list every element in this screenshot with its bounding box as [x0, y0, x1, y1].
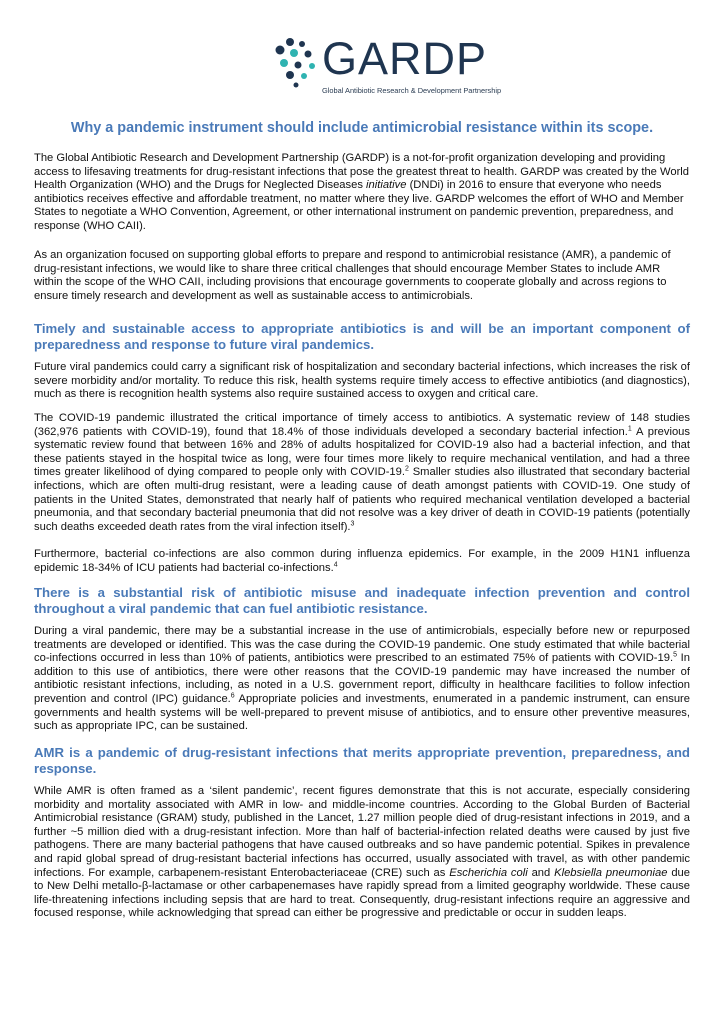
gardp-logo — [270, 33, 502, 104]
section-3-heading: AMR is a pandemic of drug-resistant infections that merits appropriate prevention, preparedness, and response. — [34, 745, 690, 777]
section-2-heading: There is a substantial risk of antibiotic misuse and inadequate infection prevention and control throughout a viral pandemic that can fuel antibiotic resistance. — [34, 585, 690, 617]
page-title: Why a pandemic instrument should include antimicrobial resistance within its scope. — [70, 120, 654, 136]
section-2-paragraph-1: During a viral pandemic, there may be a substantial increase in the use of antimicrobials, especially before new or repurposed treatments are developed or identified. This was the case during the COVID-19 pandemic. One study estimated that while bacterial co-infections occurred in less than 10% of patients, antibiotics were prescribed to an estimated 75% of patients with COVID-19.$^5$ In addition to this use of antibiotics, there were other reasons that the COVID-19 pandemic may have increased the number of antibiotic resistant infections, including, as noted in a U.S. government report, difficulty in healthcare facilities to follow infection prevention and control (IPC) guidance.$^6$ Appropriate policies and investments, enumerated in a pandemic instrument, can ensure governments and health systems will be well-prepared to prevent misuse of antibiotics, and to ensure other preventive measures, such as appropriate IPC, can be sustained. — [34, 625, 690, 733]
intro-paragraph-2: As an organization focused on supporting global efforts to prepare and respond to antimicrobial resistance (AMR), a pandemic of drug-resistant infections, we would like to share three critical challenges that should encourage Member States to include AMR within the scope of the WHO CAII, including provisions that encourage governments to cooperate globally and across regions to ensure timely research and development as well as sustainable access to antimicrobials. — [34, 249, 671, 302]
section-1-paragraph-1: Future viral pandemics could carry a significant risk of hospitalization and secondary bacterial infections, which increases the risk of severe morbidity and/or mortality. To reduce this risk, health systems require timely access to effective antibiotics (and diagnostics), much as there is recognition health systems also require sustained access to oxygen and critical care. — [34, 361, 690, 401]
section-1-heading: Timely and sustainable access to appropriate antibiotics is and will be an important component of preparedness and response to future viral pandemics. — [34, 321, 690, 353]
gardp-dots-icon — [270, 36, 322, 88]
logo-wordmark: GARDP — [322, 33, 488, 84]
intro-paragraph-1: The Global Antibiotic Research and Development Partnership (GARDP) is a not-for-profit organization developing and providing access to lifesaving treatments for drug-resistant infections that pose the greatest threat to health. GARDP was created by the World Health Organization (WHO) and the Drugs for Neglected Diseases initiative (DNDi) in 2016 to ensure that everyone who needs antibiotics receives effective and affordable treatment, no matter where they live. GARDP welcomes the effort of WHO and Member States to negotiate a WHO Convention, Agreement, or other international instrument on pandemic prevention, preparedness, and response (WHO CAII). — [34, 152, 690, 232]
section-3-paragraph-1: While AMR is often framed as a ‘silent pandemic’, recent figures demonstrate that this is not accurate, especially considering morbidity and mortality associated with AMR in low- and middle-income countries. According to the Global Burden of Bacterial Antimicrobial resistance (GRAM) study, published in the Lancet, 1.27 million people died of drug-resistant infections in 2019, and a further ~5 million died with a drug-resistant infection. More than half of bacterial-infection related deaths were caused by just five pathogens. There are many bacterial pathogens that have caused outbreaks and so have pandemic potential. Spikes in prevalence and rapid global spread of drug-resistant bacterial infections has occurred, usually associated with travel, as with other pandemic infections. For example, carbapenem-resistant Enterobacteriaceae (CRE) such as Escherichia coli and Klebsiella pneumoniae due to New Delhi metallo-β-lactamase or other carbapenemases have rapidly spread from a limited geography worldwide. These cause life-threatening infections including sepsis that are hard to treat. Consequently, drug-resistant infections require an aggressive and focused response, while acknowledging that spread can either be progressive and predictable or occur in sudden leaps. — [34, 785, 691, 920]
section-1-paragraph-3: Furthermore, bacterial co-infections are also common during influenza epidemics. For example, in the 2009 H1N1 influenza epidemic 18-34% of ICU patients had bacterial co-infections.$^4$ — [34, 548, 690, 574]
section-1-paragraph-2: The COVID-19 pandemic illustrated the critical importance of timely access to antibiotics. A systematic review of 148 studies (362,976 patients with COVID-19), found that 18.4% of those individuals developed a secondary bacterial infection.$^1$ A previous systematic review found that between 16% and 28% of adults hospitalized for COVID-19 also had a bacterial infection, and that these patients stayed in the hospital twice as long, were four times more likely to require mechanical ventilation, and had a three times greater likelihood of dying compared to people only with COVID-19.$^2$ Smaller studies also illustrated that secondary bacterial infections, which are often multi-drug resistant, were a leading cause of death amongst patients with COVID-19. One study of patients in the United States, demonstrated that nearly half of patients who required mechanical ventilation developed a bacterial pneumonia, and that secondary bacterial pneumonia that did not resolve was a key driver of death in COVID-19 patients (potentially such deaths exceeded death rates from the viral infection itself).$^3$ — [34, 412, 691, 533]
logo-tagline: Global Antibiotic Research & Development Partnership — [322, 86, 502, 95]
